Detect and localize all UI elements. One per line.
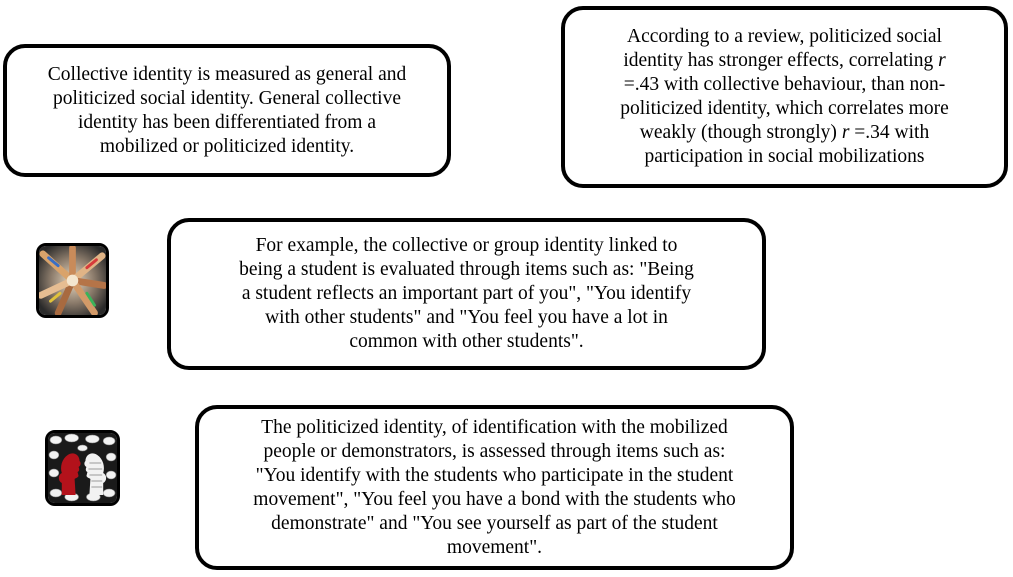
box4-line: movement". [446,536,543,558]
box3-line: For example, the collective or group identity linked to [255,235,678,256]
box1-line: politicized social identity. General collective [53,87,401,109]
box1-line: mobilized or politicized identity. [99,135,355,157]
box1-line: identity has been differentiated from a [78,111,376,133]
general-vs-politicized-box [3,44,451,177]
box3-line: a student reflects an important part of you", "You identify [241,283,692,304]
review-correlation-text [620,25,949,169]
box2-line: participation in social mobilizations [644,146,925,167]
student-identity-example-box [167,218,766,370]
r-symbol: r [938,50,946,71]
box4-line: movement", "You feel you have a bond with the students who [253,488,736,510]
box3-line: being a student is evaluated through items such as: "Being [239,259,694,280]
box2-line: According to a review, politicized social [627,26,942,47]
box1-line: Collective identity is measured as general and [47,63,407,85]
box2-line [620,49,949,73]
box3-line: common with other students". [349,331,584,352]
box2-line [620,121,949,145]
box2-text-fragment: =.34 with [854,122,930,143]
politicized-identity-example-text [253,416,735,560]
box2-text-fragment: weakly (though strongly) [639,122,837,143]
r-symbol: r [841,122,850,143]
review-correlation-box [561,6,1008,188]
student-identity-example-text [239,234,694,354]
box4-line: The politicized identity, of identification with the mobilized [261,416,728,438]
two-heads-speech-icon [45,430,120,506]
box2-line: =.43 with collective behaviour, than non- [623,74,946,95]
box4-line: people or demonstrators, is assessed through items such as: [263,440,726,462]
box2-text-fragment: identity has stronger effects, correlating [623,50,934,71]
box4-line: demonstrate" and "You see yourself as part of the student [271,512,718,534]
hands-together-icon [36,243,109,318]
general-vs-politicized-text [48,63,406,159]
box4-line: "You identify with the students who participate in the student [255,464,734,486]
box2-line: politicized identity, which correlates more [620,98,949,119]
box3-line: with other students" and "You feel you have a lot in [265,307,668,328]
politicized-identity-example-box [195,405,794,570]
